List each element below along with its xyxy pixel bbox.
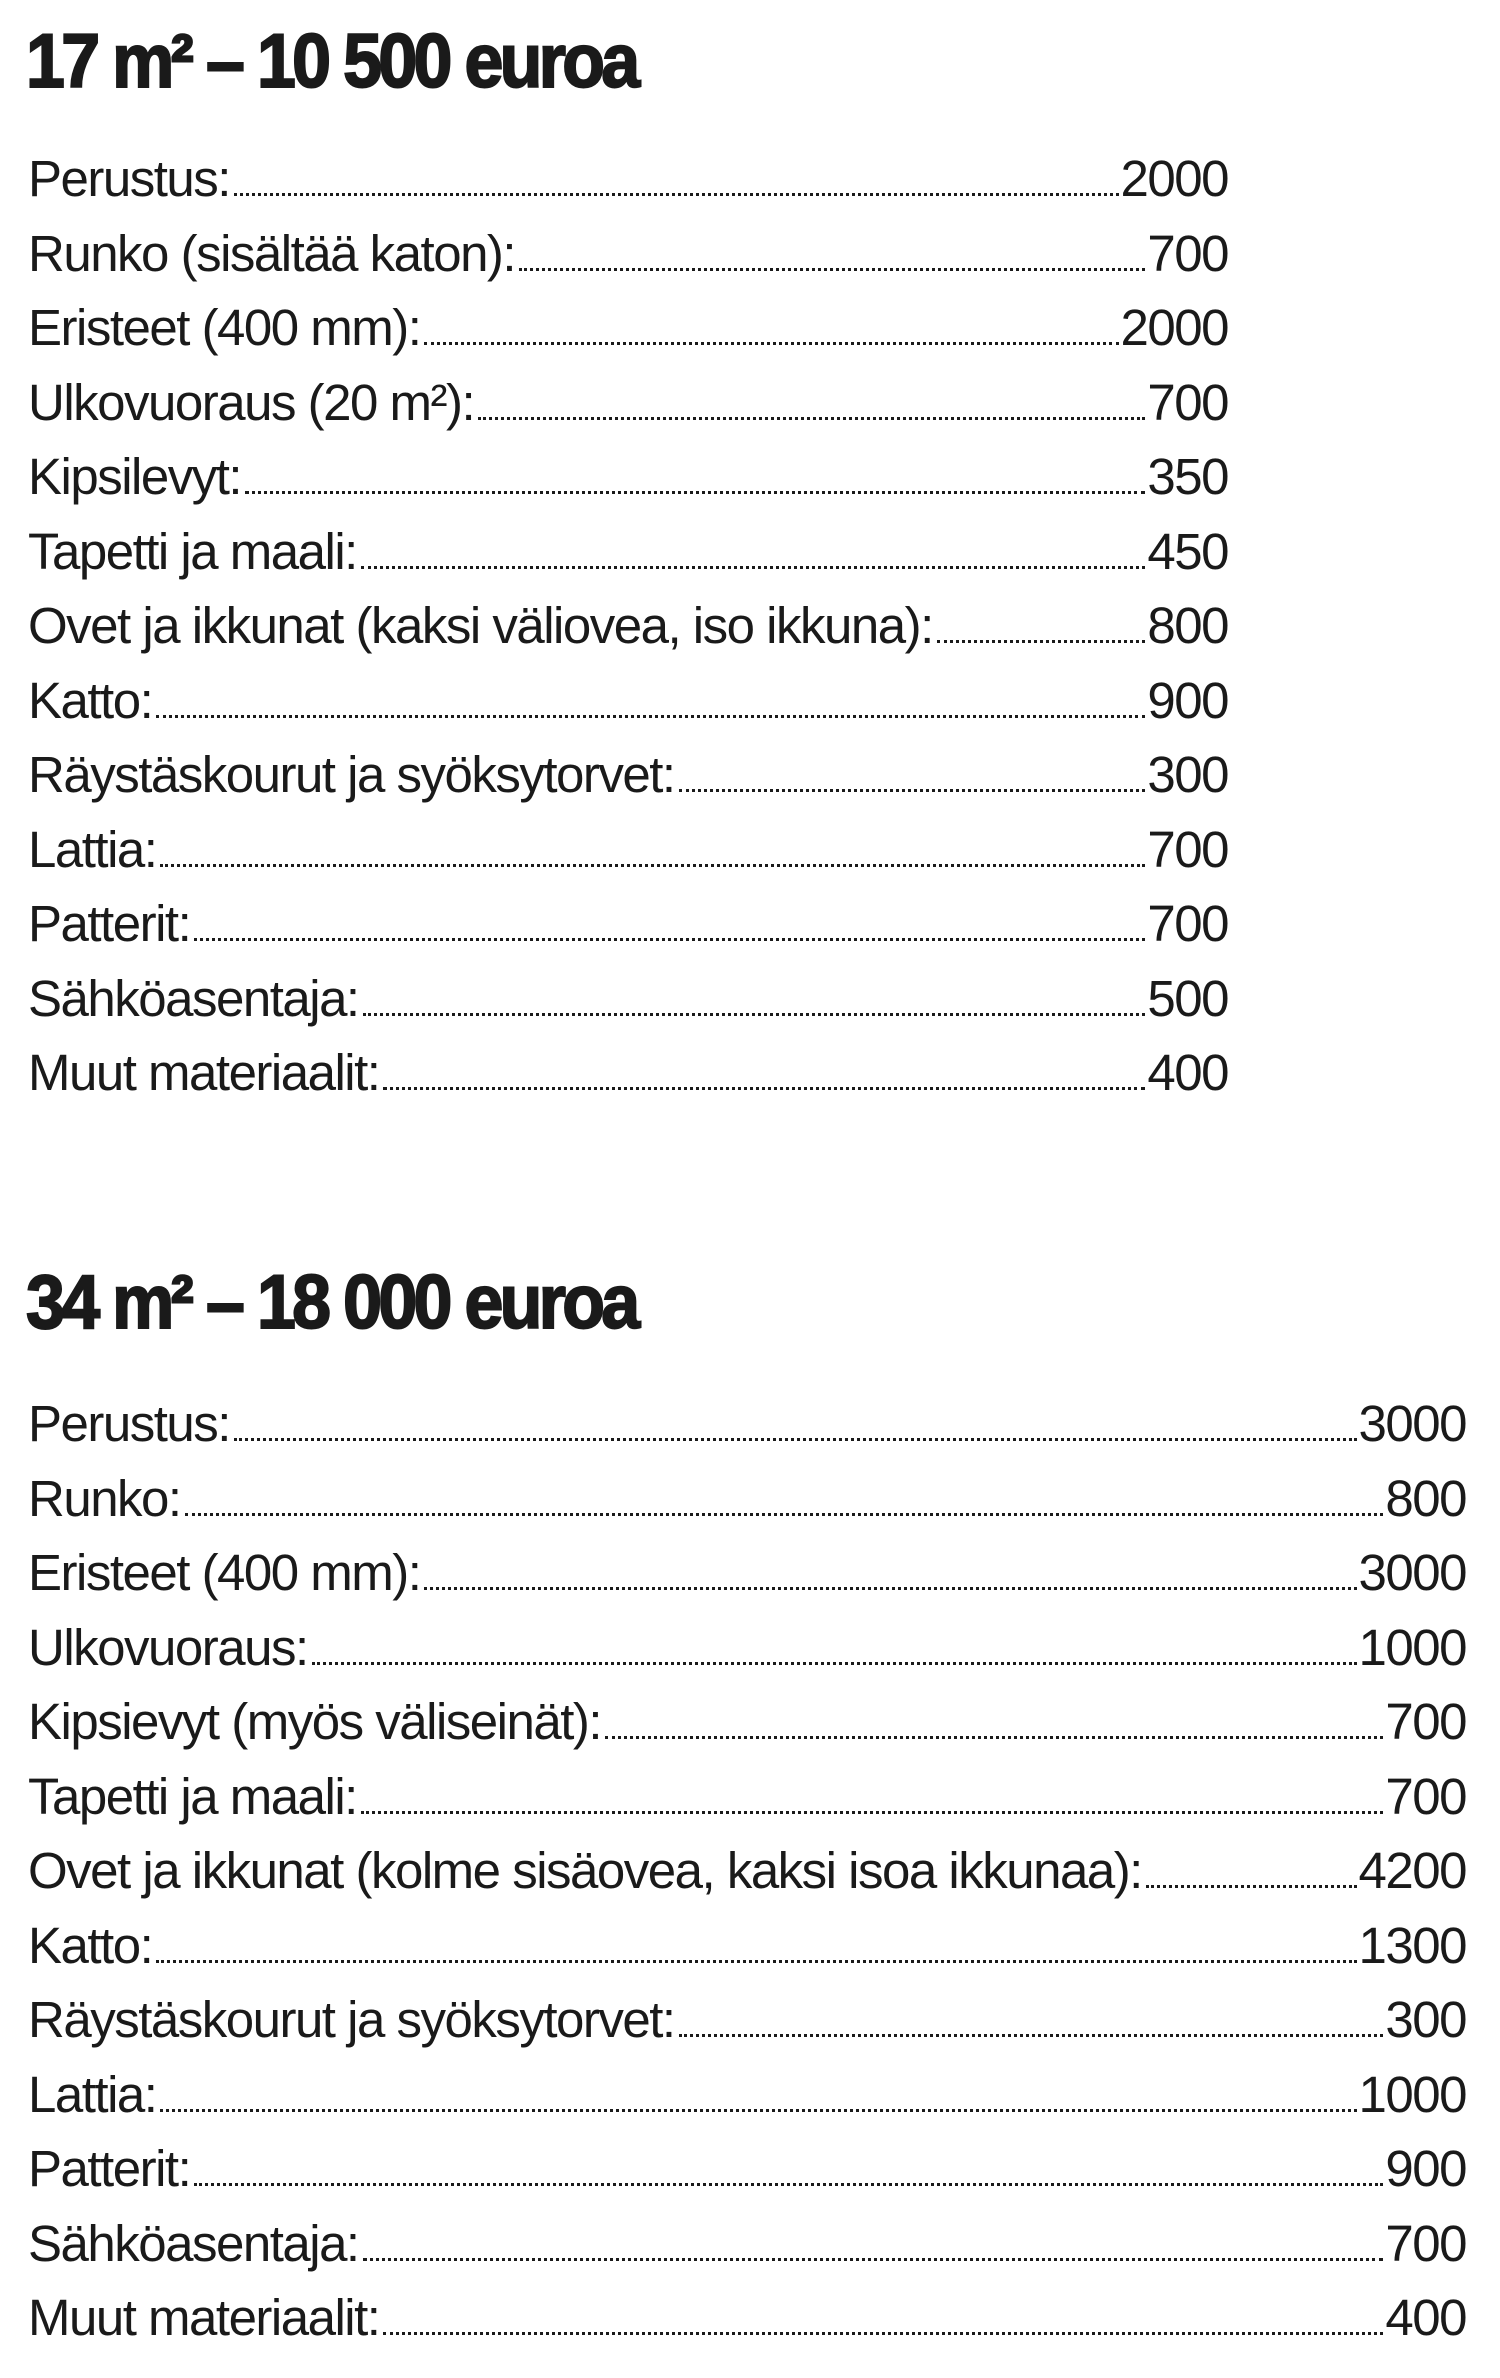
dot-leader	[194, 2183, 1383, 2186]
dot-leader	[383, 1087, 1145, 1090]
dot-leader	[160, 2109, 1356, 2112]
cost-value: 400	[1147, 1044, 1228, 1101]
cost-label: Katto:	[28, 1916, 153, 1974]
cost-label: Tapetti ja maali:	[28, 522, 357, 580]
section-title-34m2: 34 m² – 18 000 euroa	[26, 1260, 637, 1345]
cost-value: 1000	[1358, 1618, 1466, 1676]
cost-list-17m2	[28, 142, 1228, 1111]
cost-label: Ovet ja ikkunat (kolme sisäovea, kaksi isoa ikkunaa):	[28, 1842, 1142, 1899]
cost-value: 400	[1385, 2289, 1466, 2346]
cost-label: Eristeet (400 mm):	[28, 299, 421, 356]
cost-value: 700	[1385, 1767, 1466, 1825]
cost-label: Runko:	[28, 1469, 181, 1527]
cost-row	[28, 142, 1228, 217]
cost-label: Lattia:	[28, 820, 157, 878]
cost-list-34m2	[28, 1387, 1466, 2356]
cost-row	[28, 1611, 1466, 1686]
cost-row	[28, 1983, 1466, 2058]
cost-label: Kipsievyt (myös väliseinät):	[28, 1693, 602, 1750]
cost-label: Ovet ja ikkunat (kaksi väliovea, iso ikkuna):	[28, 597, 933, 654]
cost-label: Muut materiaalit:	[28, 2289, 380, 2346]
cost-value: 800	[1147, 597, 1228, 654]
dot-leader	[160, 864, 1145, 867]
cost-value: 450	[1147, 522, 1228, 580]
cost-value: 3000	[1358, 1395, 1466, 1452]
section-title-17m2: 17 m² – 10 500 euroa	[26, 19, 637, 104]
cost-value: 700	[1385, 2214, 1466, 2272]
cost-row	[28, 1834, 1466, 1909]
cost-row	[28, 1536, 1466, 1611]
cost-value: 700	[1147, 895, 1228, 952]
cost-value: 700	[1147, 373, 1228, 431]
dot-leader	[1146, 1885, 1357, 1888]
cost-label: Sähköasentaja:	[28, 2214, 359, 2272]
cost-row	[28, 664, 1228, 739]
dot-leader	[519, 268, 1145, 271]
cost-row	[28, 1909, 1466, 1984]
cost-value: 300	[1385, 1991, 1466, 2048]
cost-row	[28, 1685, 1466, 1760]
dot-leader	[679, 789, 1146, 792]
cost-row	[28, 1036, 1228, 1111]
dot-leader	[605, 1736, 1383, 1739]
dot-leader	[361, 1811, 1384, 1814]
cost-row	[28, 1760, 1466, 1835]
cost-label: Katto:	[28, 671, 153, 729]
cost-value: 700	[1385, 1693, 1466, 1750]
cost-row	[28, 515, 1228, 590]
cost-row	[28, 738, 1228, 813]
cost-row	[28, 1387, 1466, 1462]
cost-value: 1000	[1358, 2065, 1466, 2123]
cost-row	[28, 2207, 1466, 2282]
cost-value: 500	[1147, 969, 1228, 1027]
cost-label: Eristeet (400 mm):	[28, 1544, 421, 1601]
dot-leader	[312, 1662, 1357, 1665]
dot-leader	[478, 417, 1145, 420]
cost-value: 3000	[1358, 1544, 1466, 1601]
dot-leader	[424, 1587, 1356, 1590]
cost-value: 700	[1147, 820, 1228, 878]
dot-leader	[194, 938, 1145, 941]
cost-label: Räystäskourut ja syöksytorvet:	[28, 746, 675, 803]
cost-label: Sähköasentaja:	[28, 969, 359, 1027]
cost-label: Muut materiaalit:	[28, 1044, 380, 1101]
cost-row	[28, 2281, 1466, 2356]
cost-label: Kipsilevyt:	[28, 448, 242, 505]
cost-row	[28, 813, 1228, 888]
cost-label: Perustus:	[28, 1395, 230, 1452]
dot-leader	[383, 2332, 1383, 2335]
cost-row	[28, 217, 1228, 292]
cost-value: 700	[1147, 224, 1228, 282]
cost-label: Patterit:	[28, 895, 191, 952]
cost-value: 2000	[1120, 150, 1228, 207]
cost-label: Patterit:	[28, 2140, 191, 2197]
cost-row	[28, 887, 1228, 962]
cost-row	[28, 2058, 1466, 2133]
cost-label: Tapetti ja maali:	[28, 1767, 357, 1825]
cost-row	[28, 589, 1228, 664]
dot-leader	[185, 1513, 1384, 1516]
dot-leader	[234, 1438, 1357, 1441]
dot-leader	[363, 1013, 1146, 1016]
dot-leader	[937, 640, 1146, 643]
dot-leader	[245, 491, 1145, 494]
cost-row	[28, 1462, 1466, 1537]
cost-value: 4200	[1358, 1842, 1466, 1899]
cost-value: 800	[1385, 1469, 1466, 1527]
dot-leader	[156, 715, 1145, 718]
cost-value: 2000	[1120, 299, 1228, 356]
cost-label: Perustus:	[28, 150, 230, 207]
dot-leader	[424, 342, 1118, 345]
cost-row	[28, 2132, 1466, 2207]
cost-row	[28, 962, 1228, 1037]
cost-label: Runko (sisältää katon):	[28, 224, 516, 282]
cost-value: 350	[1147, 448, 1228, 505]
cost-label: Ulkovuoraus (20 m²):	[28, 373, 475, 431]
cost-label: Räystäskourut ja syöksytorvet:	[28, 1991, 675, 2048]
dot-leader	[361, 566, 1146, 569]
dot-leader	[156, 1960, 1356, 1963]
dot-leader	[234, 193, 1119, 196]
cost-row	[28, 440, 1228, 515]
cost-value: 1300	[1358, 1916, 1466, 1974]
cost-label: Lattia:	[28, 2065, 157, 2123]
cost-value: 900	[1385, 2140, 1466, 2197]
cost-value: 900	[1147, 671, 1228, 729]
cost-label: Ulkovuoraus:	[28, 1618, 308, 1676]
dot-leader	[363, 2258, 1384, 2261]
cost-value: 300	[1147, 746, 1228, 803]
cost-row	[28, 366, 1228, 441]
cost-row	[28, 291, 1228, 366]
dot-leader	[679, 2034, 1384, 2037]
